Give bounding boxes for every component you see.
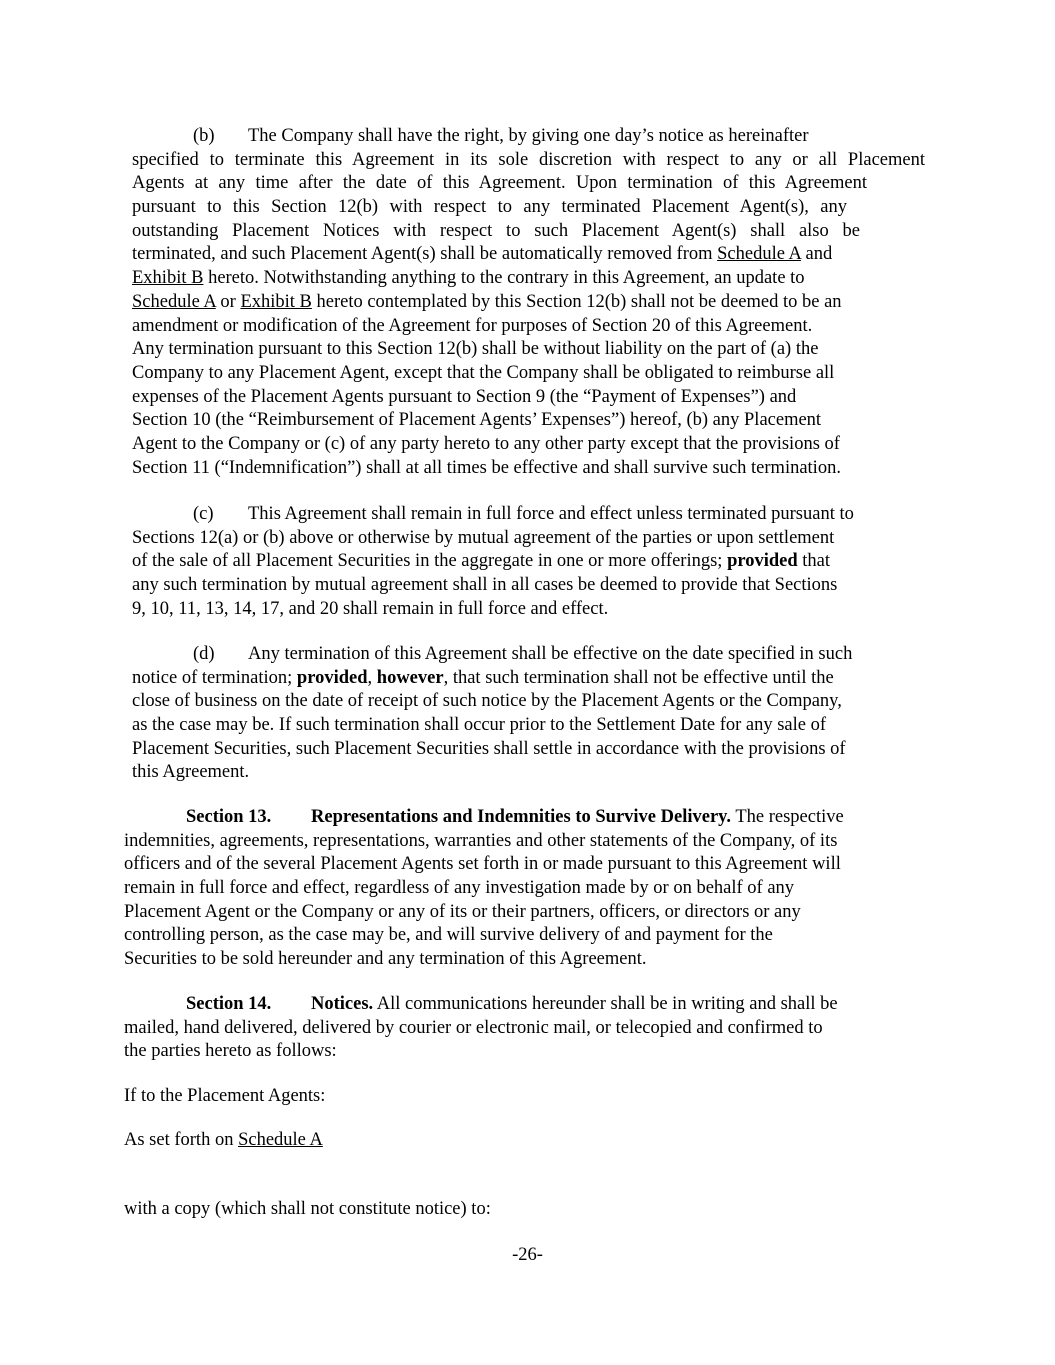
paragraph-line: Placement Securities, such Placement Securities shall settle in accordance with the provisions of (132, 738, 846, 759)
schedule-a-link[interactable]: Schedule A (717, 244, 801, 265)
paragraph-line: terminated, and such Placement Agent(s) shall be automatically removed from Schedule A and (132, 244, 833, 265)
paragraph-line: officers and of the several Placement Agents set forth in or made pursuant to this Agreement will (124, 854, 841, 875)
paragraph-marker: (c) (193, 504, 214, 524)
paragraph-line: notice of termination; provided, however, that such termination shall not be effective until the (132, 667, 834, 688)
section-heading-line: Section 14. Notices. All communications hereunder shall be in writing and shall be (124, 993, 930, 1017)
notice-address-line: As set forth on Schedule A (124, 1130, 323, 1150)
copy-to-line: with a copy (which shall not constitute notice) to: (124, 1199, 491, 1219)
paragraph-line: of the sale of all Placement Securities in the aggregate in one or more offerings; provided that (132, 551, 831, 572)
paragraph-line: Agent to the Company or (c) of any party hereto to any other party except that the provisions of (132, 433, 840, 454)
paragraph-line: as the case may be. If such termination shall occur prior to the Settlement Date for any sale of (132, 715, 827, 736)
section-14 (124, 993, 930, 1064)
paragraph-line: Section 10 (the “Reimbursement of Placement Agents’ Expenses”) hereof, (b) any Placement (132, 410, 822, 431)
paragraph-line: the parties hereto as follows: (124, 1041, 337, 1062)
paragraph-line: Securities to be sold hereunder and any termination of this Agreement. (124, 949, 647, 970)
paragraph-line: Section 11 (“Indemnification”) shall at all times be effective and shall survive such termination. (132, 457, 841, 478)
notice-recipient-label: If to the Placement Agents: (124, 1086, 326, 1106)
paragraph-line: Agents at any time after the date of this Agreement. Upon termination of this Agreement (132, 173, 867, 194)
paragraph-12b (132, 125, 925, 480)
paragraph-line: outstanding Placement Notices with respect to such Placement Agent(s) shall also be (132, 220, 860, 241)
paragraph-line: Company to any Placement Agent, except that the Company shall be obligated to reimburse all (132, 362, 835, 383)
paragraph-line: specified to terminate this Agreement in its sole discretion with respect to any or all Placement (132, 149, 925, 170)
paragraph-line: Any termination pursuant to this Section 12(b) shall be without liability on the part of (a) the (132, 339, 819, 360)
paragraph-line: (c) This Agreement shall remain in full force and effect unless terminated pursuant to (132, 503, 925, 527)
paragraph-line: (d) Any termination of this Agreement shall be effective on the date specified in such (132, 643, 930, 667)
schedule-a-link[interactable]: Schedule A (132, 291, 216, 312)
paragraph-line: expenses of the Placement Agents pursuant to Section 9 (the “Payment of Expenses”) and (132, 386, 797, 407)
section-13 (124, 806, 930, 972)
paragraph-12c (132, 503, 925, 621)
exhibit-b-link[interactable]: Exhibit B (240, 291, 312, 312)
paragraph-line: 9, 10, 11, 13, 14, 17, and 20 shall remain in full force and effect. (132, 598, 609, 619)
paragraph-line: amendment or modification of the Agreement for purposes of Section 20 of this Agreement. (132, 315, 813, 336)
page-number: -26- (512, 1245, 543, 1265)
paragraph-line: Exhibit B hereto. Notwithstanding anything to the contrary in this Agreement, an update to (132, 268, 805, 289)
exhibit-b-link[interactable]: Exhibit B (132, 268, 204, 289)
section-title: Notices. (311, 994, 374, 1014)
paragraph-line: pursuant to this Section 12(b) with respect to any terminated Placement Agent(s), any (132, 197, 847, 218)
however-term: however (376, 667, 444, 688)
paragraph-line: (b) The Company shall have the right, by giving one day’s notice as hereinafter (132, 125, 925, 149)
paragraph-line: controlling person, as the case may be, and will survive delivery of and payment for the (124, 925, 773, 946)
provided-term: provided (296, 667, 368, 688)
paragraph-marker: (b) (193, 126, 215, 146)
paragraph-line: Placement Agent or the Company or any of its or their partners, officers, or directors or any (124, 901, 801, 922)
paragraph-line: close of business on the date of receipt of such notice by the Placement Agents or the Company, (132, 691, 842, 712)
paragraph-line: indemnities, agreements, representations, warranties and other statements of the Company, of its (124, 830, 838, 851)
paragraph-line: Schedule A or Exhibit B hereto contemplated by this Section 12(b) shall not be deemed to be an (132, 291, 842, 312)
paragraph-marker: (d) (193, 644, 215, 664)
section-heading-line: Section 13. Representations and Indemnities to Survive Delivery. The respective (124, 806, 930, 830)
paragraph-12d (132, 643, 930, 785)
paragraph-line: Sections 12(a) or (b) above or otherwise by mutual agreement of the parties or upon settlement (132, 527, 835, 548)
paragraph-line: mailed, hand delivered, delivered by courier or electronic mail, or telecopied and confirmed to (124, 1017, 823, 1038)
section-number: Section 14. (186, 994, 272, 1014)
schedule-a-link[interactable]: Schedule A (238, 1130, 323, 1150)
paragraph-line: this Agreement. (132, 762, 250, 783)
paragraph-line: remain in full force and effect, regardless of any investigation made by or on behalf of any (124, 878, 795, 899)
section-number: Section 13. (186, 807, 272, 827)
paragraph-line: any such termination by mutual agreement shall in all cases be deemed to provide that Sections (132, 575, 838, 596)
section-title: Representations and Indemnities to Survive Delivery. (311, 807, 732, 827)
provided-term: provided (727, 551, 798, 572)
